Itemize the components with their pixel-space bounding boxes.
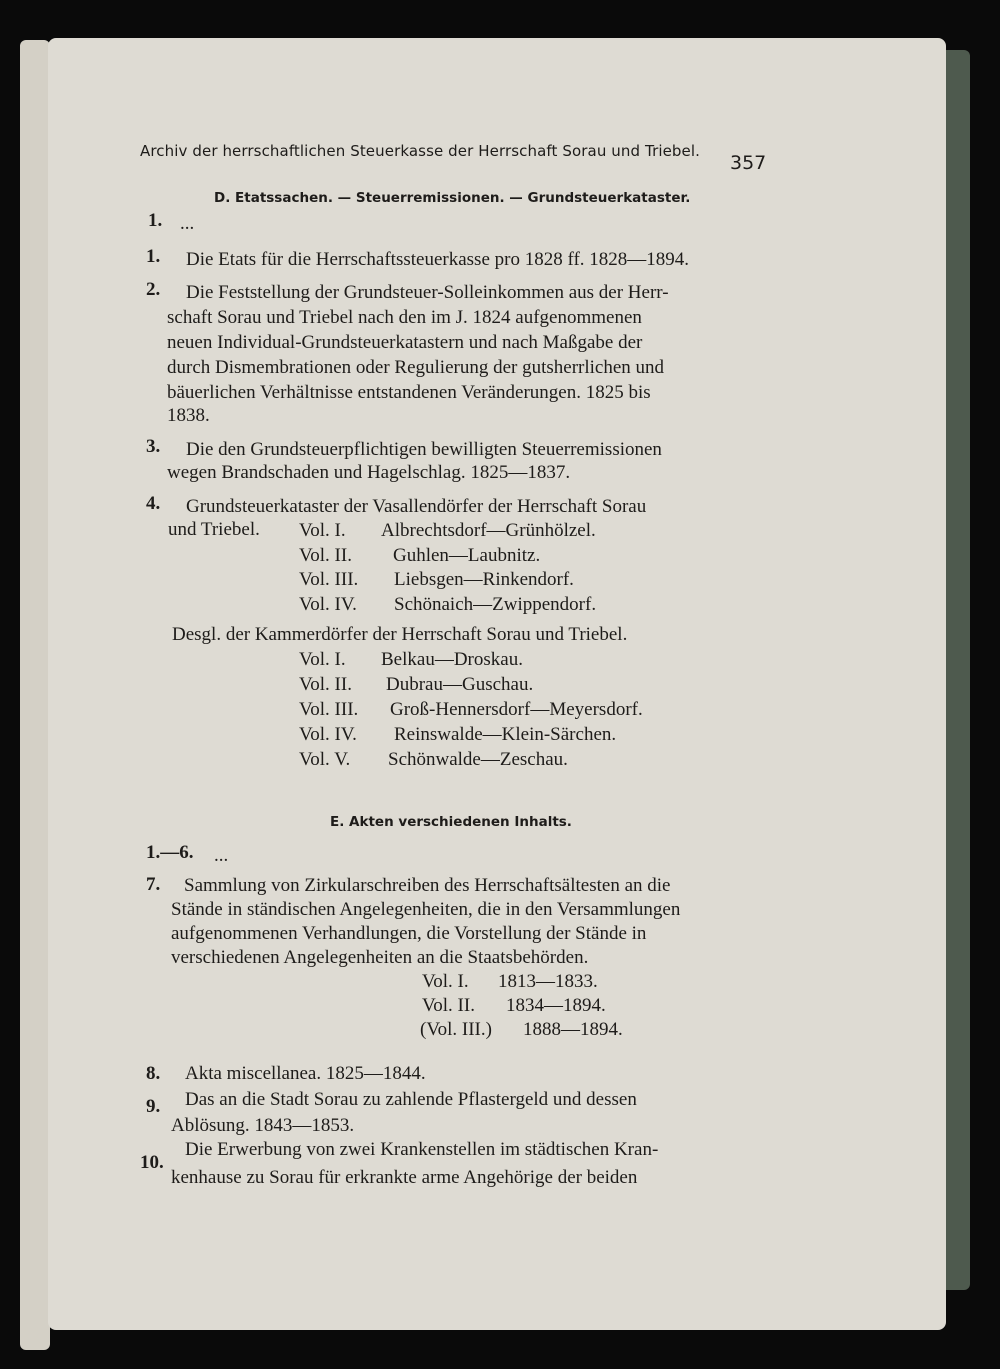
- volume-range: 1813—1833.: [498, 971, 598, 992]
- volume-label: Vol. I.: [422, 971, 469, 992]
- volume-label: Vol. III.: [299, 699, 359, 720]
- kammerdoerfer-line: Desgl. der Kammerdörfer der Herrschaft Sorau und Triebel.: [172, 624, 628, 645]
- entry-e7-line: Stände in ständischen Angelegenheiten, die in den Versammlungen: [171, 899, 681, 920]
- running-head: Archiv der herrschaftlichen Steuerkasse der Herrschaft Sorau und Triebel.: [140, 142, 701, 160]
- entry-d2-line: durch Dismembrationen oder Regulierung der gutsherrlichen und: [167, 357, 665, 378]
- entry-e9-line: Ablösung. 1843—1853.: [171, 1115, 355, 1136]
- entry-e7-line: aufgenommenen Verhandlungen, die Vorstellung der Stände in: [171, 923, 647, 944]
- entry-d4-number: 4.: [146, 493, 161, 514]
- volume-label: Vol. I.: [299, 520, 346, 541]
- volume-label: (Vol. III.): [420, 1019, 492, 1040]
- section-d-heading: D. Etatssachen. — Steuerremissionen. — Grundsteuerkataster.: [214, 190, 691, 206]
- volume-label: Vol. V.: [299, 749, 351, 770]
- entry-e8-line: Akta miscellanea. 1825—1844.: [185, 1063, 426, 1084]
- volume-label: Vol. IV.: [299, 594, 357, 615]
- volume-label: Vol. III.: [299, 569, 359, 590]
- section-d-placeholder-number: 1.: [148, 210, 163, 231]
- entry-e7-line: verschiedenen Angelegenheiten an die Staatsbehörden.: [171, 947, 589, 968]
- entry-d4-line: Grundsteuerkataster der Vasallendörfer der Herrschaft Sorau: [186, 496, 647, 517]
- entry-e9-number: 9.: [146, 1096, 161, 1117]
- volume-range: Dubrau—Guschau.: [386, 674, 534, 695]
- entry-e8-number: 8.: [146, 1063, 161, 1084]
- volume-label: Vol. II.: [299, 674, 352, 695]
- entry-d2-number: 2.: [146, 279, 161, 300]
- volume-range: Reinswalde—Klein-Särchen.: [394, 724, 617, 745]
- entry-d2-line: 1838.: [167, 405, 210, 426]
- volume-range: 1834—1894.: [506, 995, 606, 1016]
- volume-range: 1888—1894.: [523, 1019, 623, 1040]
- volume-range: Schönaich—Zwippendorf.: [394, 594, 597, 615]
- volume-label: Vol. IV.: [299, 724, 357, 745]
- volume-range: Albrechtsdorf—Grünhölzel.: [381, 520, 596, 541]
- page-number: 357: [730, 152, 767, 174]
- entry-d3-number: 3.: [146, 436, 161, 457]
- book-spine: [20, 40, 50, 1350]
- book-page: [48, 38, 946, 1330]
- volume-range: Liebsgen—Rinkendorf.: [394, 569, 574, 590]
- volume-range: Belkau—Droskau.: [381, 649, 523, 670]
- volume-range: Schönwalde—Zeschau.: [388, 749, 568, 770]
- entry-e10-line: kenhause zu Sorau für erkrankte arme Angehörige der beiden: [171, 1167, 638, 1188]
- entry-d2-line: schaft Sorau und Triebel nach den im J. 1824 aufgenommenen: [167, 307, 642, 328]
- section-e-placeholder-ellipsis: ...: [214, 845, 229, 866]
- volume-range: Groß-Hennersdorf—Meyersdorf.: [390, 699, 643, 720]
- entry-d1-number: 1.: [146, 246, 161, 267]
- section-d-placeholder-ellipsis: ...: [180, 213, 195, 234]
- entry-d2-line: neuen Individual-Grundsteuerkatastern und nach Maßgabe der: [167, 332, 643, 353]
- entry-d1-line: Die Etats für die Herrschaftssteuerkasse pro 1828 ff. 1828—1894.: [186, 249, 690, 270]
- volume-label: Vol. II.: [422, 995, 475, 1016]
- entry-e10-line: Die Erwerbung von zwei Krankenstellen im städtischen Kran-: [185, 1139, 659, 1160]
- volume-label: Vol. I.: [299, 649, 346, 670]
- entry-d3-line: wegen Brandschaden und Hagelschlag. 1825—1837.: [167, 462, 571, 483]
- entry-e10-number: 10.: [140, 1152, 164, 1173]
- entry-d4-line: und Triebel.: [168, 519, 260, 540]
- entry-d2-line: bäuerlichen Verhältnisse entstandenen Veränderungen. 1825 bis: [167, 382, 651, 403]
- volume-range: Guhlen—Laubnitz.: [393, 545, 541, 566]
- section-e-placeholder-number: 1.—6.: [146, 842, 194, 863]
- entry-d2-line: Die Feststellung der Grundsteuer-Solleinkommen aus der Herr-: [186, 282, 669, 303]
- entry-d3-line: Die den Grundsteuerpflichtigen bewilligten Steuerremissionen: [186, 439, 662, 460]
- section-e-heading: E. Akten verschiedenen Inhalts.: [330, 814, 572, 830]
- volume-label: Vol. II.: [299, 545, 352, 566]
- entry-e9-line: Das an die Stadt Sorau zu zahlende Pflastergeld und dessen: [185, 1089, 637, 1110]
- entry-e7-line: Sammlung von Zirkularschreiben des Herrschaftsältesten an die: [184, 875, 671, 896]
- entry-e7-number: 7.: [146, 874, 161, 895]
